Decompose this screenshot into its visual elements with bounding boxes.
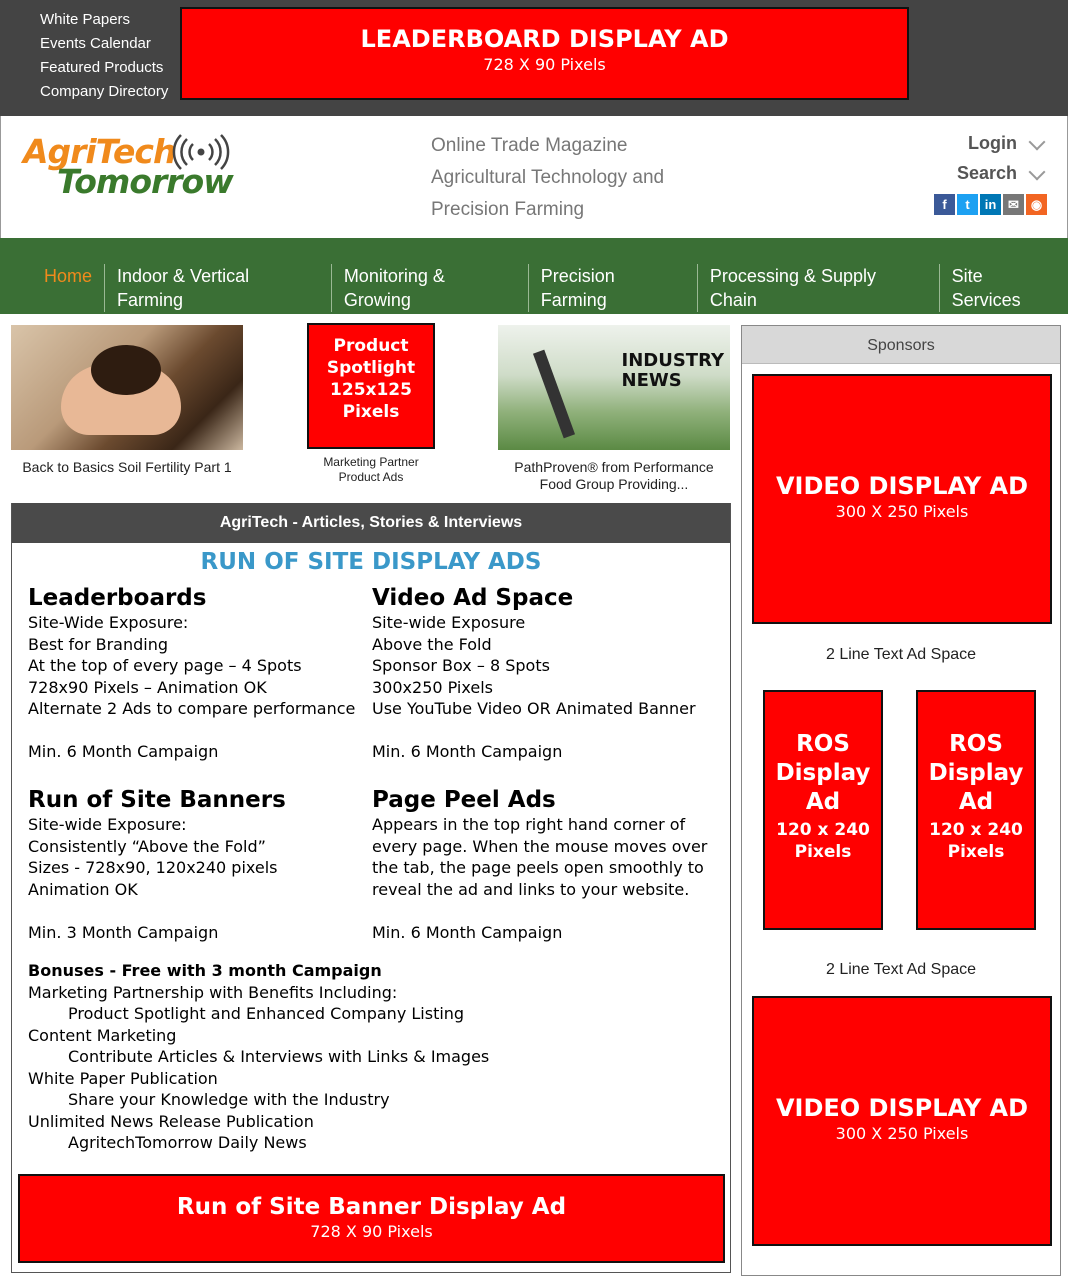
top-link-company-directory[interactable]: Company Directory: [40, 83, 169, 100]
top-links: [40, 8, 168, 104]
ros-ad-line: Display: [928, 760, 1024, 786]
leaderboards-line: Best for Branding: [28, 634, 168, 654]
bonus-item: Marketing Partnership with Benefits Including:: [28, 982, 398, 1002]
ros-ad-line: Display: [775, 760, 871, 786]
video-ad-title: VIDEO DISPLAY AD: [775, 472, 1029, 500]
ros-ad-size: 120 x 240: [776, 820, 870, 840]
search-link[interactable]: [932, 158, 1047, 188]
product-spotlight-line: Pixels: [342, 402, 400, 422]
site-logo[interactable]: [23, 132, 233, 202]
leaderboards-line: Alternate 2 Ads to compare performance: [28, 699, 356, 718]
leaderboards-line: Site-Wide Exposure:: [28, 613, 189, 632]
leaderboards-heading: Leaderboards: [28, 585, 207, 611]
bonus-item: Content Marketing: [28, 1025, 177, 1045]
login-label: Login: [968, 133, 1017, 153]
bonus-section: [28, 960, 489, 1154]
ros-display-ad-left[interactable]: [763, 690, 883, 930]
tagline-line: Agricultural Technology and: [431, 167, 665, 188]
ros-ad-line: Ad: [805, 789, 841, 815]
leaderboards-line: 728x90 Pixels – Animation OK: [28, 677, 267, 697]
page-peel-line: every page. When the mouse moves over: [372, 836, 708, 856]
nav-item-home[interactable]: Home: [32, 264, 105, 312]
ros-ad-size: Pixels: [794, 842, 852, 862]
tagline-line: Online Trade Magazine: [431, 135, 628, 156]
nav-item-monitoring-growing[interactable]: Monitoring & Growing: [332, 264, 529, 312]
articles-panel: [11, 503, 731, 1273]
page-peel-line: Appears in the top right hand corner of: [372, 815, 686, 834]
ros-ad-line: ROS: [796, 731, 850, 757]
chevron-down-icon: [1029, 164, 1046, 181]
nav-item-processing-supply-chain[interactable]: Processing & Supply Chain: [698, 264, 940, 312]
industry-news-image[interactable]: [498, 325, 730, 450]
ros-banners-line: Site-wide Exposure:: [28, 815, 187, 834]
ros-ad-size: Pixels: [947, 842, 1005, 862]
ros-banner-ad-title: Run of Site Banner Display Ad: [176, 1194, 567, 1220]
logo-agritech: AgriTech: [23, 132, 176, 171]
industry-caption-line: PathProven® from Performance: [514, 459, 714, 475]
top-link-events-calendar[interactable]: Events Calendar: [40, 35, 151, 52]
ros-banners-line: Animation OK: [28, 879, 138, 899]
product-spotlight-line: Product: [333, 336, 409, 356]
tagline-line: Precision Farming: [431, 199, 585, 220]
bonus-item: Unlimited News Release Publication: [28, 1111, 314, 1131]
ros-display-ad-right[interactable]: [916, 690, 1036, 930]
articles-header: AgriTech - Articles, Stories & Interviews: [12, 503, 730, 543]
rss-icon[interactable]: ◉: [1026, 194, 1047, 215]
page-peel-line: the tab, the page peels open smoothly to: [372, 858, 704, 877]
industry-caption-line: Food Group Providing...: [539, 476, 689, 492]
top-bar: [0, 0, 1068, 116]
header-actions: [932, 128, 1047, 215]
page-peel-min: Min. 6 Month Campaign: [372, 922, 563, 942]
partner-caption-line: Product Ads: [338, 470, 404, 484]
video-ad-title: VIDEO DISPLAY AD: [775, 1094, 1029, 1122]
partner-caption-line: Marketing Partner: [323, 455, 419, 469]
soil-shape: [91, 345, 161, 395]
video-line: 300x250 Pixels: [372, 677, 493, 697]
industry-news-overlay: [622, 351, 724, 391]
ros-banners-heading: Run of Site Banners: [28, 787, 286, 813]
chevron-down-icon: [1029, 134, 1046, 151]
soil-fertility-image[interactable]: [11, 325, 243, 450]
page-peel-line: reveal the ad and links to your website.: [372, 879, 690, 899]
twitter-icon[interactable]: t: [957, 194, 978, 215]
video-line: Use YouTube Video OR Animated Banner: [372, 699, 696, 718]
ros-banner-ad-size: 728 X 90 Pixels: [310, 1222, 433, 1241]
ros-banners-line: Consistently “Above the Fold”: [28, 836, 266, 856]
video-heading: Video Ad Space: [372, 585, 574, 611]
text-ad-space-1[interactable]: 2 Line Text Ad Space: [825, 646, 977, 663]
leaderboards-min: Min. 6 Month Campaign: [28, 742, 219, 761]
bonus-item: White Paper Publication: [28, 1068, 218, 1088]
product-spotlight-line: 125x125: [330, 380, 412, 400]
ros-ad-line: ROS: [949, 731, 1003, 757]
video-ad-size: 300 X 250 Pixels: [835, 502, 969, 521]
ros-ad-line: Ad: [958, 789, 994, 815]
video-line: Site-wide Exposure: [372, 613, 526, 632]
ros-banners-line: Sizes - 728x90, 120x240 pixels: [28, 858, 278, 877]
ros-title: RUN OF SITE DISPLAY ADS: [200, 549, 542, 575]
nav-item-site-services[interactable]: Site Services: [951, 266, 1021, 310]
leaderboard-ad[interactable]: [180, 7, 909, 100]
soil-caption[interactable]: Back to Basics Soil Fertility Part 1: [22, 459, 232, 475]
main-nav: [0, 238, 1068, 314]
video-display-ad-2[interactable]: [752, 996, 1052, 1246]
industry-overlay-line: NEWS: [621, 370, 682, 391]
logo-tomorrow: Tomorrow: [57, 162, 233, 201]
bonus-item: Share your Knowledge with the Industry: [68, 1090, 390, 1109]
leaderboards-section: [28, 584, 355, 763]
nav-item-precision-farming[interactable]: Precision Farming: [529, 264, 698, 312]
leaderboard-ad-size: 728 X 90 Pixels: [483, 55, 606, 74]
product-spotlight-line: Spotlight: [326, 358, 416, 378]
robot-arm-shape: [533, 350, 575, 439]
search-label: Search: [956, 163, 1017, 183]
video-line: Sponsor Box – 8 Spots: [372, 656, 550, 675]
bonus-item: Product Spotlight and Enhanced Company Listing: [68, 1004, 465, 1023]
sponsors-header: Sponsors: [742, 326, 1060, 364]
industry-overlay-line: INDUSTRY: [621, 350, 724, 371]
linkedin-icon[interactable]: in: [980, 194, 1001, 215]
partner-caption[interactable]: [287, 455, 455, 485]
leaderboard-ad-title: LEADERBOARD DISPLAY AD: [360, 25, 729, 53]
video-ad-size: 300 X 250 Pixels: [835, 1124, 969, 1143]
video-display-ad-1[interactable]: [752, 374, 1052, 624]
email-icon[interactable]: ✉: [1003, 194, 1024, 215]
text-ad-space-2[interactable]: 2 Line Text Ad Space: [825, 961, 977, 978]
social-icons: [932, 194, 1047, 215]
site-header: [0, 116, 1068, 238]
nav-item-indoor-vertical-farming[interactable]: Indoor & Vertical Farming: [105, 264, 332, 312]
video-section: [372, 584, 696, 763]
video-line: Above the Fold: [372, 634, 492, 654]
facebook-icon[interactable]: f: [934, 194, 955, 215]
page-peel-section: [372, 786, 707, 943]
industry-caption[interactable]: [488, 459, 740, 493]
top-link-featured-products[interactable]: Featured Products: [40, 59, 164, 76]
bonus-item: Contribute Articles & Interviews with Links & Images: [68, 1047, 490, 1066]
login-link[interactable]: [932, 128, 1047, 158]
bonus-item: AgritechTomorrow Daily News: [68, 1133, 307, 1152]
ros-banner-ad[interactable]: [18, 1174, 725, 1263]
ros-banners-section: [28, 786, 286, 943]
sponsors-sidebar: [741, 325, 1061, 1276]
ros-ad-size: 120 x 240: [929, 820, 1023, 840]
video-min: Min. 6 Month Campaign: [372, 742, 563, 761]
ros-banners-min: Min. 3 Month Campaign: [28, 922, 219, 942]
page-peel-heading: Page Peel Ads: [372, 787, 556, 813]
tagline: [431, 130, 664, 226]
leaderboards-line: At the top of every page – 4 Spots: [28, 656, 302, 675]
bonus-heading: Bonuses - Free with 3 month Campaign: [28, 961, 382, 980]
top-link-white-papers[interactable]: White Papers: [40, 11, 131, 28]
product-spotlight-ad[interactable]: [307, 323, 435, 449]
